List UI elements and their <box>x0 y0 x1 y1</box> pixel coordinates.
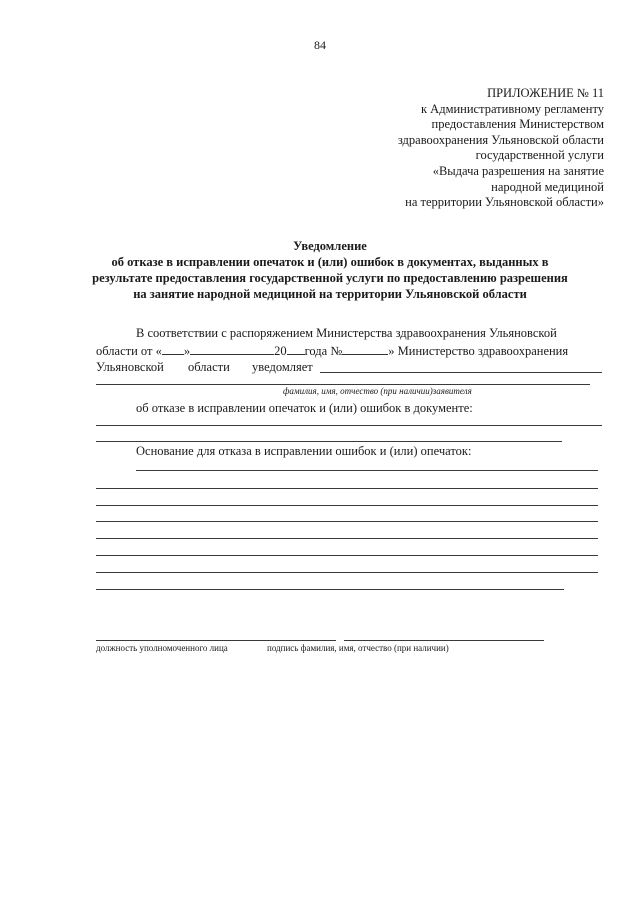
basis-field-7[interactable] <box>96 572 598 573</box>
basis-statement: Основание для отказа в исправлении ошибок и (или) опечаток: <box>136 444 472 458</box>
name-field[interactable] <box>344 640 544 641</box>
appendix-line: на территории Ульяновской области» <box>405 195 604 210</box>
basis-field-8[interactable] <box>96 589 564 590</box>
position-signature-field[interactable] <box>96 640 336 641</box>
page-number: 84 <box>314 38 326 52</box>
body-line-1: В соответствии с распоряжением Министерства здравоохранения Ульяновской <box>136 326 557 340</box>
appendix-line: предоставления Министерством <box>431 117 604 132</box>
appendix-line: государственной услуги <box>475 148 604 163</box>
appendix-line: к Административному регламенту <box>420 101 604 116</box>
applicant-caption: фамилия, имя, отчество (при наличии)заявителя <box>283 386 472 396</box>
date-prefix: области от « <box>96 344 162 358</box>
month-field[interactable] <box>190 343 274 355</box>
applicant-field-1[interactable] <box>320 372 602 373</box>
document-title <box>60 238 600 302</box>
document-field-2[interactable] <box>96 441 562 442</box>
body-line-2 <box>96 343 568 359</box>
basis-field-6[interactable] <box>96 555 598 556</box>
year-field[interactable] <box>287 343 305 355</box>
title-line: об отказе в исправлении опечаток и (или) ошибок в документах, выданных в <box>111 255 549 269</box>
body-line-2-end: » Министерство здравоохранения <box>388 344 569 358</box>
body-line-3a: Ульяновской <box>96 360 164 374</box>
title-line: Уведомление <box>293 239 367 253</box>
title-line: на занятие народной медициной на территории Ульяновской области <box>133 287 527 301</box>
title-line: результате предоставления государственной услуги по предоставлению разрешения <box>92 271 568 285</box>
appendix-header <box>304 86 604 211</box>
appendix-line: «Выдача разрешения на занятие <box>432 163 604 178</box>
day-field[interactable] <box>162 343 184 355</box>
date-quote: » <box>183 344 191 358</box>
basis-field-2[interactable] <box>96 488 598 489</box>
number-label: года № <box>304 344 343 358</box>
basis-field-1[interactable] <box>136 470 598 471</box>
body-line-3c: уведомляет <box>252 360 313 374</box>
year-prefix: 20 <box>274 344 287 358</box>
refusal-statement: об отказе в исправлении опечаток и (или) ошибок в документе: <box>136 401 473 415</box>
appendix-line: народной медициной <box>491 179 604 194</box>
position-caption: должность уполномоченного лица <box>96 643 228 653</box>
appendix-line: ПРИЛОЖЕНИЕ № 11 <box>487 86 604 100</box>
number-field[interactable] <box>342 343 388 355</box>
appendix-line: здравоохранения Ульяновской области <box>397 132 604 147</box>
body-line-3b: области <box>188 360 230 374</box>
basis-field-4[interactable] <box>96 521 598 522</box>
signature-caption: подпись фамилия, имя, отчество (при наличии) <box>267 643 449 653</box>
basis-field-3[interactable] <box>96 505 598 506</box>
applicant-field-2[interactable] <box>96 384 590 385</box>
basis-field-5[interactable] <box>96 538 598 539</box>
document-field-1[interactable] <box>96 425 602 426</box>
